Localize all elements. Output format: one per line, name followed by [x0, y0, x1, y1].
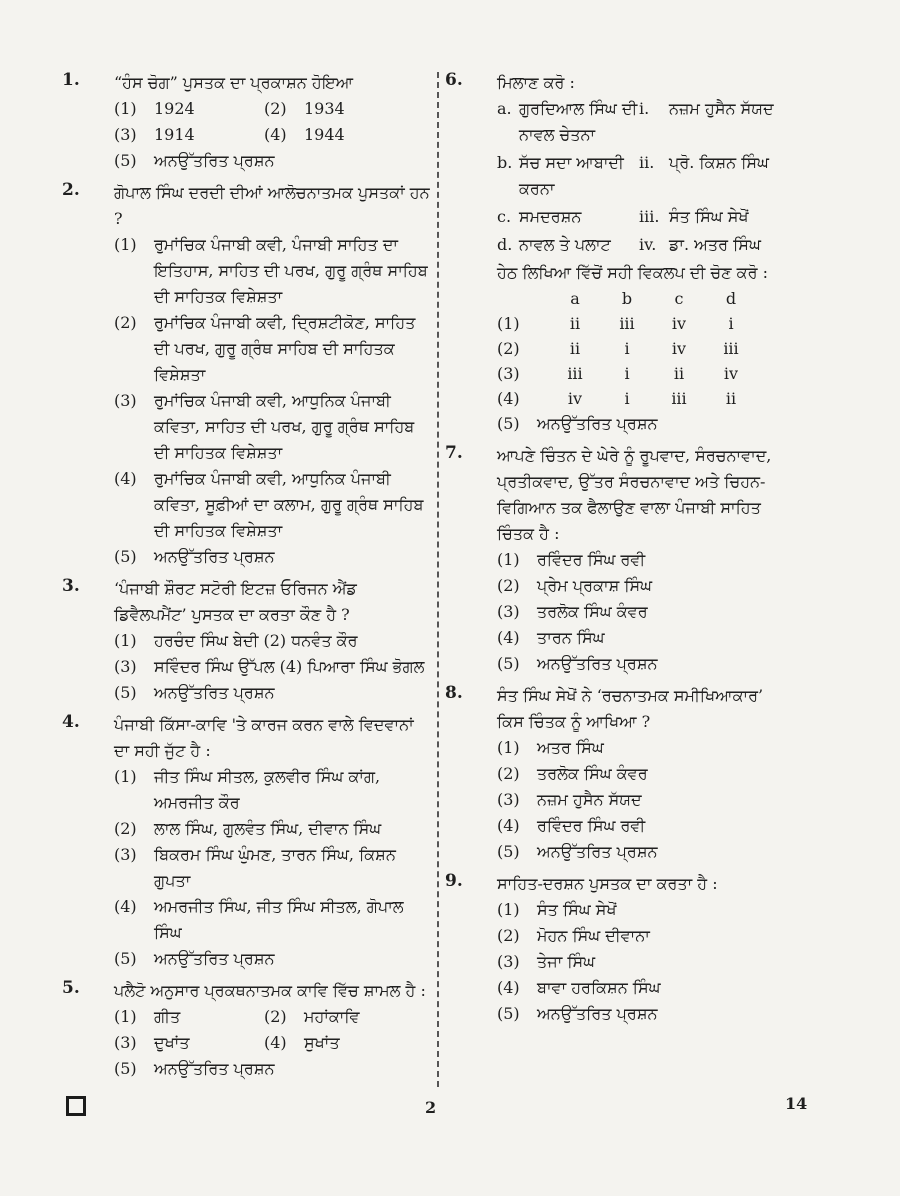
match-left-text: ਨਾਵਲ ਤੇ ਪਲਾਟ [519, 235, 611, 254]
answer-table [497, 286, 761, 411]
option [264, 1030, 414, 1056]
option-text: ਸਵਿੰਦਰ ਸਿੰਘ ਉੱਪਲ (4) ਪਿਆਰਾ ਸਿੰਘ ਭੋਗਲ [154, 657, 425, 676]
answer-cell: iii [671, 389, 687, 408]
option-text: ਬਿਕਰਮ ਸਿੰਘ ਘੁੰਮਣ, ਤਾਰਨ ਸਿੰਘ, ਕਿਸ਼ਨ ਗੁਪਤਾ [154, 845, 396, 890]
question [445, 443, 790, 677]
option-number: (1) [114, 1007, 137, 1026]
answer-row [497, 311, 761, 336]
answer-cell: iv [567, 389, 583, 408]
option-number: (4) [114, 469, 137, 488]
question-matching [445, 70, 790, 437]
option [497, 1001, 790, 1027]
answer-header-cell: b [621, 289, 633, 308]
option-text: ਅਨਉੱਤਰਿਤ ਪ੍ਰਸ਼ਨ [537, 1004, 658, 1023]
answer-cell: iii [723, 339, 739, 358]
answer-header-cell: a [570, 289, 580, 308]
page-number-center: 2 [425, 1098, 437, 1117]
question-number: 1. [62, 70, 80, 90]
option-number: (4) [264, 125, 287, 144]
options-list [497, 735, 790, 865]
option-number: (5) [114, 151, 137, 170]
question [445, 683, 790, 865]
question-number: 7. [445, 443, 463, 463]
option-number: (1) [114, 235, 137, 254]
option-number: (1) [114, 767, 137, 786]
option [114, 148, 432, 174]
option [497, 897, 790, 923]
match-right-text: ਨਜ਼ਮ ਹੁਸੈਨ ਸੱਯਦ [669, 99, 774, 118]
option-number: (2) [497, 339, 520, 358]
option-text: ਤੇਜਾ ਸਿੰਘ [537, 952, 596, 971]
match-left-label: c. [497, 207, 512, 226]
answer-cell: iv [671, 339, 687, 358]
match-left-text: ਸਮਦਰਸ਼ਨ [519, 207, 582, 226]
match-instruction: ਹੇਠ ਲਿਖਿਆ ਵਿੱਚੋਂ ਸਹੀ ਵਿਕਲਪ ਦੀ ਚੋਣ ਕਰੋ : [497, 263, 768, 282]
question-text: ਪਲੈਟੋ ਅਨੁਸਾਰ ਪ੍ਰਕਥਨਾਤਮਕ ਕਾਵਿ ਵਿੱਚ ਸ਼ਾਮਲ ਹੈ : [114, 981, 426, 1000]
option-text: ਲਾਲ ਸਿੰਘ, ਗੁਲਵੰਤ ਸਿੰਘ, ਦੀਵਾਨ ਸਿੰਘ [154, 819, 382, 838]
options-list [114, 764, 432, 972]
option-number: (4) [497, 628, 520, 647]
square-icon [66, 1096, 86, 1116]
option-number: (4) [497, 978, 520, 997]
option-text: ਸੰਤ ਸਿੰਘ ਸੇਖੋਂ [537, 900, 617, 919]
answer-cell: i [728, 314, 734, 333]
option [497, 839, 790, 865]
option-text: 1924 [154, 99, 195, 118]
answer-cell: i [624, 389, 630, 408]
options-list [497, 897, 790, 1027]
question [62, 576, 432, 706]
option [264, 96, 414, 122]
option-text: ਅਨਉੱਤਰਿਤ ਪ੍ਰਸ਼ਨ [154, 949, 275, 968]
question-text: ਪੰਜਾਬੀ ਕਿੱਸਾ-ਕਾਵਿ 'ਤੇ ਕਾਰਜ ਕਰਨ ਵਾਲੇ ਵਿਦਵਾਨਾਂ ਦਾ ਸਹੀ ਜੁੱਟ ਹੈ : [114, 715, 414, 760]
answer-cell: i [624, 364, 630, 383]
option-number: (3) [497, 602, 520, 621]
options-list [114, 148, 432, 174]
option-number: (2) [497, 576, 520, 595]
option [497, 787, 790, 813]
option-text: ਰੁਮਾਂਚਿਕ ਪੰਜਾਬੀ ਕਵੀ, ਦ੍ਰਿਸ਼ਟੀਕੋਣ, ਸਾਹਿਤ ਦੀ ਪਰਖ, ਗੁਰੂ ਗ੍ਰੰਥ ਸਾਹਿਬ ਦੀ ਸਾਹਿਤਕ ਵਿਸ਼ੇਸ਼ਤਾ [154, 313, 416, 384]
match-left-label: b. [497, 153, 513, 172]
match-right-text: ਡਾ. ਅਤਰ ਸਿੰਘ [669, 235, 761, 254]
answer-header-row [497, 286, 761, 311]
option-number: (3) [114, 657, 137, 676]
options-list [114, 1056, 432, 1082]
option [497, 761, 790, 787]
option-text: ਅਤਰ ਸਿੰਘ [537, 738, 604, 757]
options-list [114, 628, 432, 706]
options-grid [114, 1004, 432, 1056]
option-text: ਤਰਲੋਕ ਸਿੰਘ ਕੰਵਰ [537, 764, 648, 783]
option-text: ਰਵਿੰਦਰ ਸਿੰਘ ਰਵੀ [537, 816, 646, 835]
option [497, 625, 790, 651]
match-row [497, 204, 790, 230]
option-number: (3) [114, 391, 137, 410]
option [497, 651, 790, 677]
option-number: (4) [497, 816, 520, 835]
options-list [497, 411, 790, 437]
option-number: (2) [497, 926, 520, 945]
match-right-label: iii. [639, 207, 660, 226]
option [497, 975, 790, 1001]
options-list [497, 547, 790, 677]
option-text: ਰੁਮਾਂਚਿਕ ਪੰਜਾਬੀ ਕਵੀ, ਆਧੁਨਿਕ ਪੰਜਾਬੀ ਕਵਿਤਾ, ਸੂਫ਼ੀਆਂ ਦਾ ਕਲਾਮ, ਗੁਰੂ ਗ੍ਰੰਥ ਸਾਹਿਬ ਦੀ ਸਾਹਿਤਕ ਵਿਸ਼ੇਸ਼ਤਾ [154, 469, 424, 540]
option-number: (3) [497, 790, 520, 809]
match-row [497, 96, 790, 148]
option-text: ਗੀਤ [154, 1007, 181, 1026]
option-number: (5) [497, 842, 520, 861]
option [114, 1004, 264, 1030]
match-right-label: iv. [639, 235, 657, 254]
question-text: “ਹੰਸ ਚੋਗ” ਪੁਸਤਕ ਦਾ ਪ੍ਰਕਾਸ਼ਨ ਹੋਇਆ [114, 73, 354, 92]
option [114, 816, 432, 842]
option-text: ਪ੍ਰੇਮ ਪ੍ਰਕਾਸ਼ ਸਿੰਘ [537, 576, 653, 595]
match-row [497, 232, 790, 258]
column-divider [437, 72, 439, 1087]
answer-cell: iv [723, 364, 739, 383]
option [497, 949, 790, 975]
question-number: 6. [445, 70, 463, 90]
option [114, 310, 432, 388]
answer-cell: iii [567, 364, 583, 383]
option-number: (5) [114, 1059, 137, 1078]
option-text: ਅਨਉੱਤਰਿਤ ਪ੍ਰਸ਼ਨ [154, 547, 275, 566]
question-number: 4. [62, 712, 80, 732]
question [62, 70, 432, 174]
answer-row [497, 361, 761, 386]
option-number: (4) [497, 389, 520, 408]
answer-cell: iii [619, 314, 635, 333]
option-text: ਹਰਚੰਦ ਸਿੰਘ ਬੇਦੀ (2) ਧਨਵੰਤ ਕੌਰ [154, 631, 358, 650]
option-text: ਦੁਖਾਂਤ [154, 1033, 190, 1052]
option [114, 96, 264, 122]
option-number: (5) [114, 547, 137, 566]
option [114, 1030, 264, 1056]
option [497, 599, 790, 625]
question [62, 712, 432, 972]
answer-header-cell: c [674, 289, 684, 308]
option-text: ਸੁਖਾਂਤ [304, 1033, 340, 1052]
option-text: ਜੀਤ ਸਿੰਘ ਸੀਤਲ, ਕੁਲਵੀਰ ਸਿੰਘ ਕਾਂਗ, ਅਮਰਜੀਤ ਕੌਰ [154, 767, 381, 812]
option-number: (3) [114, 1033, 137, 1052]
option-number: (5) [497, 414, 520, 433]
page-number-right: 14 [785, 1094, 808, 1113]
option-number: (1) [497, 314, 520, 333]
option [114, 544, 432, 570]
option [114, 628, 432, 654]
match-left-label: d. [497, 235, 513, 254]
option [114, 946, 432, 972]
question-text: ਮਿਲਾਣ ਕਰੋ : [497, 73, 575, 92]
option [114, 466, 432, 544]
option [497, 923, 790, 949]
answer-cell: ii [569, 314, 581, 333]
option [497, 735, 790, 761]
option [114, 894, 432, 946]
question [62, 180, 432, 570]
option [497, 547, 790, 573]
match-right-label: ii. [639, 153, 655, 172]
option-number: (5) [497, 1004, 520, 1023]
match-left-text: ਗੁਰਦਿਆਲ ਸਿੰਘ ਦੀ ਨਾਵਲ ਚੇਤਨਾ [519, 99, 638, 144]
option-text: 1944 [304, 125, 345, 144]
option [497, 573, 790, 599]
option-number: (4) [264, 1033, 287, 1052]
option-number: (3) [114, 845, 137, 864]
answer-header-blank [497, 286, 553, 311]
answer-row [497, 386, 761, 411]
left-column [62, 70, 432, 1088]
option-text: ਅਨਉੱਤਰਿਤ ਪ੍ਰਸ਼ਨ [537, 414, 658, 433]
option [497, 411, 790, 437]
question-number: 2. [62, 180, 80, 200]
answer-cell: i [624, 339, 630, 358]
question-text: ਆਪਣੇ ਚਿੰਤਨ ਦੇ ਘੇਰੇ ਨੂੰ ਰੂਪਵਾਦ, ਸੰਰਚਨਾਵਾਦ, ਪ੍ਰਤੀਕਵਾਦ, ਉੱਤਰ ਸੰਰਚਨਾਵਾਦ ਅਤੇ ਚਿਹਨ-ਵਿਗਿਆਨ ਤਕ ਫੈਲਾਉਣ ਵਾਲਾ ਪੰਜਾਬੀ ਸਾਹਿਤ ਚਿੰਤਕ ਹੈ : [497, 446, 772, 543]
options-grid [114, 96, 432, 148]
question-number: 3. [62, 576, 80, 596]
option [114, 388, 432, 466]
option-text: 1934 [304, 99, 345, 118]
answer-row [497, 336, 761, 361]
question [62, 978, 432, 1082]
option-text: ਬਾਵਾ ਹਰਕਿਸ਼ਨ ਸਿੰਘ [537, 978, 661, 997]
option-text: ਅਨਉੱਤਰਿਤ ਪ੍ਰਸ਼ਨ [154, 151, 275, 170]
option [114, 122, 264, 148]
options-list [114, 232, 432, 570]
option-number: (1) [114, 99, 137, 118]
option-text: ਮਹਾਂਕਾਵਿ [304, 1007, 360, 1026]
question-text: ਗੋਪਾਲ ਸਿੰਘ ਦਰਦੀ ਦੀਆਂ ਆਲੋਚਨਾਤਮਕ ਪੁਸਤਕਾਂ ਹਨ ? [114, 183, 430, 228]
option-number: (5) [114, 683, 137, 702]
answer-cell: iv [671, 314, 687, 333]
option [114, 654, 432, 680]
option-number: (2) [497, 764, 520, 783]
right-column [445, 70, 790, 1033]
option-number: (1) [114, 631, 137, 650]
match-list [497, 96, 790, 258]
answer-cell: ii [673, 364, 685, 383]
match-right-text: ਪ੍ਰੋ. ਕਿਸ਼ਨ ਸਿੰਘ [669, 153, 769, 172]
match-left-label: a. [497, 99, 512, 118]
question-text: ਸੰਤ ਸਿੰਘ ਸੇਖੋਂ ਨੇ ‘ਰਚਨਾਤਮਕ ਸਮੀਖਿਆਕਾਰ’ ਕਿਸ ਚਿੰਤਕ ਨੂੰ ਆਖਿਆ ? [497, 686, 764, 731]
option-number: (2) [264, 99, 287, 118]
option-text: ਰਵਿੰਦਰ ਸਿੰਘ ਰਵੀ [537, 550, 646, 569]
option-text: ਅਨਉੱਤਰਿਤ ਪ੍ਰਸ਼ਨ [537, 654, 658, 673]
option-text: ਰੁਮਾਂਚਿਕ ਪੰਜਾਬੀ ਕਵੀ, ਆਧੁਨਿਕ ਪੰਜਾਬੀ ਕਵਿਤਾ, ਸਾਹਿਤ ਦੀ ਪਰਖ, ਗੁਰੂ ਗ੍ਰੰਥ ਸਾਹਿਬ ਦੀ ਸਾਹਿਤਕ ਵਿਸ਼ੇਸ਼ਤਾ [154, 391, 415, 462]
option [114, 232, 432, 310]
question-number: 5. [62, 978, 80, 998]
option-text: ਨਜ਼ਮ ਹੁਸੈਨ ਸੱਯਦ [537, 790, 642, 809]
question [445, 871, 790, 1027]
option-number: (5) [497, 654, 520, 673]
option-text: ਤਰਲੋਕ ਸਿੰਘ ਕੰਵਰ [537, 602, 648, 621]
option [114, 1056, 432, 1082]
option-text: ਮੋਹਨ ਸਿੰਘ ਦੀਵਾਨਾ [537, 926, 650, 945]
option-number: (2) [114, 313, 137, 332]
option-text: ਅਮਰਜੀਤ ਸਿੰਘ, ਜੀਤ ਸਿੰਘ ਸੀਤਲ, ਗੋਪਾਲ ਸਿੰਘ [154, 897, 404, 942]
option-number: (1) [497, 738, 520, 757]
question-number: 8. [445, 683, 463, 703]
question-text: ਸਾਹਿਤ-ਦਰਸ਼ਨ ਪੁਸਤਕ ਦਾ ਕਰਤਾ ਹੈ : [497, 874, 718, 893]
option-text: ਤਾਰਨ ਸਿੰਘ [537, 628, 605, 647]
question-text: ‘ਪੰਜਾਬੀ ਸ਼ੌਰਟ ਸਟੋਰੀ ਇਟਜ਼ ਓਰਿਜਨ ਐਂਡ ਡਿਵੈਲਪਮੈਂਟ’ ਪੁਸਤਕ ਦਾ ਕਰਤਾ ਕੌਣ ਹੈ ? [114, 579, 357, 624]
option [114, 764, 432, 816]
option [264, 1004, 414, 1030]
option-text: ਅਨਉੱਤਰਿਤ ਪ੍ਰਸ਼ਨ [154, 1059, 275, 1078]
option-number: (4) [114, 897, 137, 916]
match-row [497, 150, 790, 202]
answer-cell: ii [725, 389, 737, 408]
option-number: (3) [114, 125, 137, 144]
option [114, 680, 432, 706]
match-right-text: ਸੰਤ ਸਿੰਘ ਸੇਖੋਂ [669, 207, 749, 226]
question-number: 9. [445, 871, 463, 891]
option-text: ਰੁਮਾਂਚਿਕ ਪੰਜਾਬੀ ਕਵੀ, ਪੰਜਾਬੀ ਸਾਹਿਤ ਦਾ ਇਤਿਹਾਸ, ਸਾਹਿਤ ਦੀ ਪਰਖ, ਗੁਰੂ ਗ੍ਰੰਥ ਸਾਹਿਬ ਦੀ ਸਾਹਿਤਕ ਵਿਸ਼ੇਸ਼ਤਾ [154, 235, 428, 306]
option-number: (1) [497, 900, 520, 919]
option [114, 842, 432, 894]
option-text: 1914 [154, 125, 195, 144]
option-number: (5) [114, 949, 137, 968]
option [264, 122, 414, 148]
answer-header-cell: d [725, 289, 737, 308]
option-number: (3) [497, 952, 520, 971]
option-number: (1) [497, 550, 520, 569]
option-text: ਅਨਉੱਤਰਿਤ ਪ੍ਰਸ਼ਨ [537, 842, 658, 861]
option-number: (2) [114, 819, 137, 838]
option [497, 813, 790, 839]
option-text: ਅਨਉੱਤਰਿਤ ਪ੍ਰਸ਼ਨ [154, 683, 275, 702]
answer-cell: ii [569, 339, 581, 358]
option-number: (2) [264, 1007, 287, 1026]
option-number: (3) [497, 364, 520, 383]
match-right-label: i. [639, 99, 650, 118]
match-left-text: ਸੱਚ ਸਦਾ ਆਬਾਦੀ ਕਰਨਾ [519, 153, 624, 198]
